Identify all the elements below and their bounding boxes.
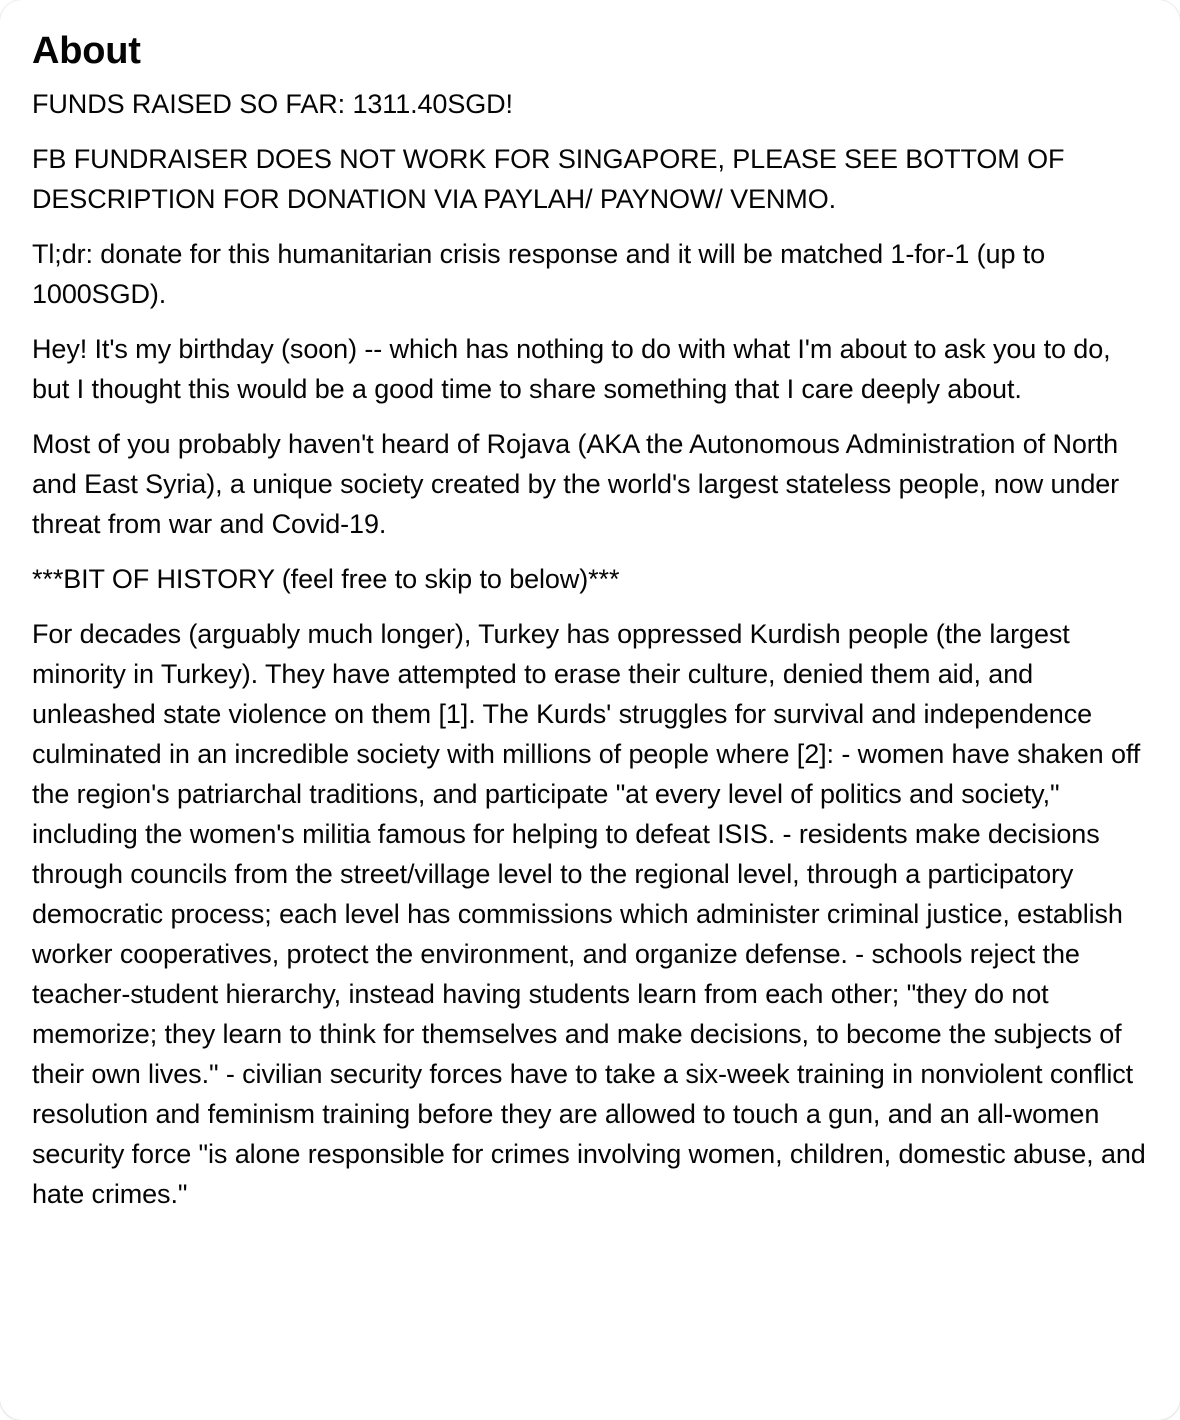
history-body-text: For decades (arguably much longer), Turkey has oppressed Kurdish people (the largest minority in Turkey). They have attempted to erase their culture, denied them aid, and unleashed state violence on them [1]. The Kurds' struggles for survival and independence culminated in an incredible society with millions of people where [2]: - women have shaken off the region's patriarchal traditions, and participate "at every level of politics and society," including the women's militia famous for helping to defeat ISIS. - residents make decisions through councils from the street/village level to the regional level, through a participatory democratic process; each level has commissions which administer criminal justice, establish worker cooperatives, protect the environment, and organize defense. - schools reject the teacher-student hierarchy, instead having students learn from each other; "they do not memorize; they learn to think for themselves and make decisions, to become the subjects of their own lives." - civilian security forces have to take a six-week training in nonviolent conflict resolution and feminism training before they are allowed to touch a gun, and an all-women security force "is alone responsible for crimes involving women, children, domestic abuse, and hate crimes." xyxy=(32,619,1146,1209)
funds-raised-text: FUNDS RAISED SO FAR: 1311.40SGD! xyxy=(32,89,513,119)
about-title: About xyxy=(32,30,141,72)
birthday-text: Hey! It's my birthday (soon) -- which has nothing to do with what I'm about to ask you to do, but I thought this would be a good time to share something that I care deeply about. xyxy=(32,334,1111,404)
about-description xyxy=(32,84,1148,1214)
history-heading-text: ***BIT OF HISTORY (feel free to skip to below)*** xyxy=(32,564,620,594)
tldr-text: Tl;dr: donate for this humanitarian crisis response and it will be matched 1-for-1 (up to 1000SGD). xyxy=(32,239,1046,309)
fundraiser-notice-text: FB FUNDRAISER DOES NOT WORK FOR SINGAPORE, PLEASE SEE BOTTOM OF DESCRIPTION FOR DONATION VIA PAYLAH/ PAYNOW/ VENMO. xyxy=(32,144,1065,214)
rojava-intro-text: Most of you probably haven't heard of Rojava (AKA the Autonomous Administration of North and East Syria), a unique society created by the world's largest stateless people, now under threat from war and Covid-19. xyxy=(32,429,1120,539)
